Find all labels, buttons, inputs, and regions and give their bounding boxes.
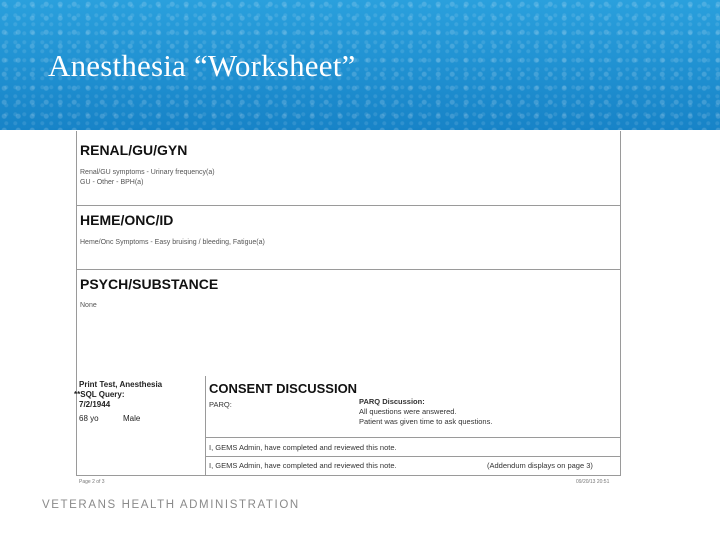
worksheet-document <box>76 131 621 475</box>
page-number: Page 2 of 3 <box>79 479 105 485</box>
patient-dob: 7/2/1944 <box>79 400 111 409</box>
divider <box>206 456 620 457</box>
divider <box>206 437 620 438</box>
organization-footer: VETERANS HEALTH ADMINISTRATION <box>42 499 300 511</box>
bottom-area <box>74 376 620 475</box>
heme-line: Heme/Onc Symptoms - Easy bruising / bleeding, Fatigue(a) <box>80 239 265 246</box>
attestation-line: I, GEMS Admin, have completed and reviewed this note. <box>209 443 397 452</box>
patient-age: 68 yo <box>79 414 99 423</box>
addendum-note: (Addendum displays on page 3) <box>487 461 593 470</box>
attestation-line: I, GEMS Admin, have completed and reviewed this note. <box>209 461 397 470</box>
print-timestamp: 09/20/13 20:51 <box>576 479 610 485</box>
psych-heading: PSYCH/SUBSTANCE <box>80 276 219 292</box>
heme-heading: HEME/ONC/ID <box>80 212 174 228</box>
title-banner <box>0 0 720 130</box>
sql-query-label: **SQL Query: <box>74 390 125 399</box>
consent-section <box>205 376 621 475</box>
slide-title: Anesthesia “Worksheet” <box>48 48 356 83</box>
patient-info <box>74 376 205 475</box>
renal-section <box>77 131 620 206</box>
heme-section <box>77 206 620 270</box>
psych-line: None <box>80 302 97 309</box>
psych-section <box>77 270 620 376</box>
parq-label: PARQ: <box>209 400 232 409</box>
patient-name: Print Test, Anesthesia <box>79 380 163 389</box>
renal-heading: RENAL/GU/GYN <box>80 142 188 158</box>
parq-line: All questions were answered. <box>359 407 457 416</box>
patient-sex: Male <box>123 414 141 423</box>
sheet-bottom-rule <box>76 475 621 476</box>
renal-line: GU - Other - BPH(a) <box>80 179 144 186</box>
consent-heading: CONSENT DISCUSSION <box>209 381 358 396</box>
renal-line: Renal/GU symptoms - Urinary frequency(a) <box>80 169 215 176</box>
parq-line: Patient was given time to ask questions. <box>359 417 493 426</box>
parq-discussion-label: PARQ Discussion: <box>359 397 425 406</box>
